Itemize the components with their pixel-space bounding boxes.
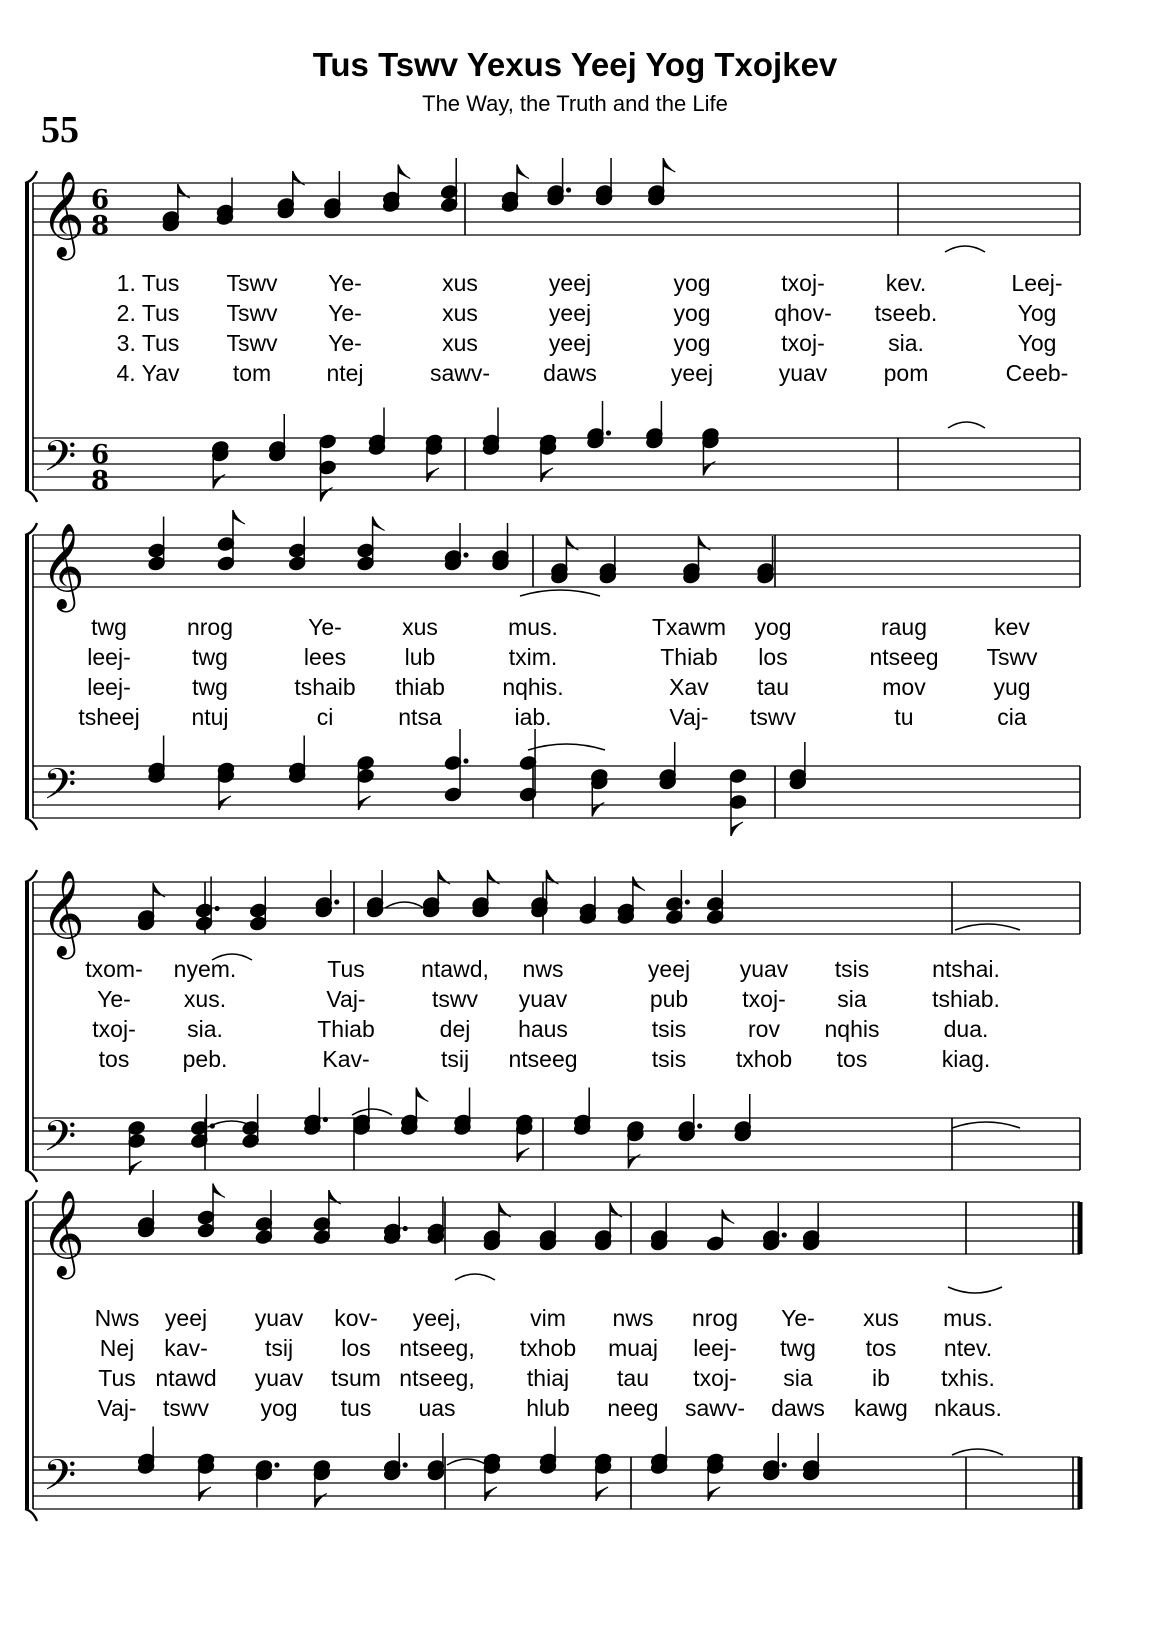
note-flag	[416, 1088, 428, 1102]
note-flag	[130, 1161, 142, 1175]
lyric-syllable: yog	[260, 1395, 298, 1421]
lyric-syllable: tswv	[750, 704, 796, 730]
lyric-syllable: yeej	[548, 270, 592, 296]
lyric-syllable: Tus	[98, 1365, 136, 1391]
tie	[952, 1449, 1003, 1455]
lyric-syllable: nyem.	[173, 956, 237, 982]
lyric-syllable: tsis	[651, 1046, 687, 1072]
lyric-syllable: 3. Tus	[116, 330, 180, 356]
tie	[385, 902, 424, 908]
lyric-syllable: kov-	[334, 1305, 378, 1331]
lyric-syllable: Tus	[327, 956, 365, 982]
lyric-syllable: Thiab	[660, 644, 718, 670]
lyric-syllable: Kav-	[322, 1046, 370, 1072]
lyric-syllable: txhob	[519, 1335, 577, 1361]
tie	[520, 590, 600, 596]
lyric-syllable: tos	[865, 1335, 897, 1361]
augmentation-dot	[463, 758, 468, 763]
lyric-syllable: kev	[994, 614, 1030, 640]
lyric-syllable: yuav	[254, 1365, 304, 1391]
lyric-syllable: Ye-	[328, 300, 362, 326]
note-flag	[731, 822, 743, 836]
system-bracket	[25, 818, 37, 830]
lyric-syllable: tau	[757, 674, 789, 700]
bass-clef: 𝄢	[43, 760, 77, 820]
lyric-syllable: txoj-	[781, 270, 825, 296]
lyric-syllable: mov	[882, 674, 926, 700]
lyric-syllable: nkaus.	[934, 1395, 1002, 1421]
lyric-syllable: lees	[303, 644, 347, 670]
lyric-syllable: ntej	[326, 360, 364, 386]
lyric-syllable: yog	[754, 614, 792, 640]
lyric-syllable: kev.	[885, 270, 927, 296]
augmentation-dot	[782, 1462, 787, 1467]
note-flag	[708, 1487, 720, 1501]
lyric-syllable: thiaj	[526, 1365, 570, 1391]
note-flag	[485, 1487, 497, 1501]
lyric-syllable: cia	[997, 704, 1027, 730]
lyric-syllable: nrog	[186, 614, 234, 640]
lyric-syllable: vim	[530, 1305, 566, 1331]
lyric-syllable: yuav	[518, 986, 568, 1012]
lyric-syllable: nws	[612, 1305, 654, 1331]
tie	[945, 246, 985, 252]
lyric-syllable: mus.	[508, 614, 558, 640]
tie	[447, 1459, 487, 1465]
note-flag	[373, 517, 385, 531]
note-flag	[199, 1487, 211, 1501]
lyric-syllable: daws	[771, 1395, 825, 1421]
augmentation-dot	[463, 552, 468, 557]
time-signature: 6	[91, 440, 110, 470]
lyric-syllable: Ye-	[328, 270, 362, 296]
lyric-syllable: lub	[404, 644, 436, 670]
lyric-syllable: tseeb.	[874, 300, 938, 326]
hymn-title: Tus Tswv Yexus Yeej Yog Txojkev	[312, 46, 838, 83]
lyric-syllable: twg	[780, 1335, 816, 1361]
lyric-syllable: thiab	[395, 674, 445, 700]
lyric-syllable: ntawd,	[421, 956, 489, 982]
lyric-syllable: yeej	[670, 360, 714, 386]
lyric-syllable: qhov-	[774, 300, 832, 326]
lyric-syllable: sawv-	[429, 360, 491, 386]
treble-clef: 𝄞	[41, 870, 85, 956]
lyric-syllable: Vaj-	[97, 1395, 137, 1421]
lyric-syllable: los	[758, 644, 788, 670]
note-flag	[517, 165, 529, 179]
lyric-syllable: xus.	[183, 986, 227, 1012]
lyric-syllable: tshiab.	[932, 986, 1000, 1012]
tie	[455, 1274, 495, 1280]
lyric-syllable: 1. Tus	[116, 270, 180, 296]
treble-clef: 𝄞	[41, 523, 85, 609]
lyric-syllable: Txawm	[651, 614, 727, 640]
lyric-syllable: txoj-	[693, 1365, 737, 1391]
lyric-syllable: tsum	[331, 1365, 381, 1391]
time-signature: 8	[91, 466, 110, 496]
lyric-syllable: yeej	[647, 956, 691, 982]
lyric-syllable: Vaj-	[326, 986, 366, 1012]
lyric-syllable: xus	[442, 330, 478, 356]
lyric-syllable: muaj	[608, 1335, 658, 1361]
lyric-syllable: Thiab	[317, 1016, 375, 1042]
lyric-syllable: Ceeb-	[1005, 360, 1069, 386]
lyric-syllable: rov	[748, 1016, 780, 1042]
lyric-syllable: peb.	[182, 1046, 228, 1072]
system-bracket	[25, 1190, 37, 1202]
augmentation-dot	[606, 430, 611, 435]
lyric-syllable: tswv	[163, 1395, 209, 1421]
lyric-syllable: 4. Yav	[116, 360, 180, 386]
lyric-syllable: raug	[880, 614, 928, 640]
treble-clef: 𝄞	[41, 1190, 85, 1276]
lyric-syllable: mus.	[943, 1305, 993, 1331]
lyric-syllable: nws	[522, 956, 564, 982]
tie	[948, 422, 985, 428]
lyric-syllable: tshaib	[294, 674, 356, 700]
lyric-syllable: twg	[192, 644, 228, 670]
lyric-syllable: tsis	[651, 1016, 687, 1042]
lyric-syllable: yug	[993, 674, 1031, 700]
lyric-syllable: Tswv	[226, 270, 278, 296]
lyric-syllable: ntawd	[155, 1365, 217, 1391]
lyric-syllable: iab.	[514, 704, 552, 730]
augmentation-dot	[566, 187, 571, 192]
lyric-syllable: Tswv	[986, 644, 1038, 670]
tie	[948, 1287, 1002, 1293]
lyric-syllable: ntshai.	[932, 956, 1000, 982]
lyric-syllable: txhis.	[941, 1365, 995, 1391]
lyric-syllable: Ye-	[328, 330, 362, 356]
lyric-syllable: txoj-	[742, 986, 786, 1012]
bass-clef: 𝄢	[43, 432, 77, 492]
augmentation-dot	[403, 1226, 408, 1231]
lyric-syllable: hlub	[526, 1395, 570, 1421]
lyric-syllable: nqhis	[824, 1016, 880, 1042]
augmentation-dot	[323, 1117, 328, 1122]
time-signature: 8	[91, 211, 110, 241]
lyric-syllable: Nws	[94, 1305, 140, 1331]
bass-clef: 𝄢	[43, 1112, 77, 1172]
lyric-syllable: Nej	[99, 1335, 135, 1361]
lyric-syllable: yog	[673, 270, 711, 296]
lyric-syllable: txom-	[85, 956, 143, 982]
system-bracket	[25, 1509, 37, 1521]
lyric-syllable: Ye-	[97, 986, 131, 1012]
lyric-syllable: txhob	[735, 1046, 793, 1072]
lyric-syllable: sia.	[187, 1016, 223, 1042]
lyric-syllable: yeej	[164, 1305, 208, 1331]
lyric-syllable: pub	[649, 986, 689, 1012]
system-bracket	[25, 870, 37, 882]
lyric-syllable: xus	[402, 614, 438, 640]
augmentation-dot	[403, 1462, 408, 1467]
lyric-syllable: daws	[543, 360, 597, 386]
augmentation-dot	[274, 1462, 279, 1467]
lyric-syllable: kiag.	[941, 1046, 991, 1072]
lyric-syllable: yuav	[778, 360, 828, 386]
note-flag	[398, 165, 410, 179]
tie	[528, 744, 605, 750]
lyric-syllable: dej	[439, 1016, 471, 1042]
lyric-syllable: tos	[836, 1046, 868, 1072]
hymn-subtitle: The Way, the Truth and the Life	[422, 91, 728, 116]
lyric-syllable: kav-	[164, 1335, 208, 1361]
note-flag	[233, 510, 245, 524]
lyric-syllable: sawv-	[684, 1395, 746, 1421]
lyric-syllable: pom	[883, 360, 929, 386]
lyric-syllable: Yog	[1017, 330, 1057, 356]
lyric-syllable: leej-	[87, 674, 131, 700]
lyric-syllable: ib	[872, 1365, 890, 1391]
lyric-syllable: Ye-	[781, 1305, 815, 1331]
note-flag	[517, 1148, 529, 1162]
system-bracket	[25, 1170, 37, 1182]
lyric-syllable: sia	[783, 1365, 813, 1391]
lyric-syllable: neeg	[607, 1395, 659, 1421]
treble-clef: 𝄞	[41, 171, 85, 257]
time-signature: 6	[91, 185, 110, 215]
lyric-syllable: twg	[192, 674, 228, 700]
lyric-syllable: uas	[418, 1395, 456, 1421]
tie	[352, 1109, 392, 1115]
lyric-syllable: dua.	[943, 1016, 989, 1042]
lyric-syllable: twg	[91, 614, 127, 640]
note-flag	[427, 468, 439, 482]
lyric-syllable: tsheej	[78, 704, 140, 730]
augmentation-dot	[697, 1123, 702, 1128]
lyric-syllable: ntseeg	[508, 1046, 578, 1072]
lyric-syllable: tus	[340, 1395, 372, 1421]
lyric-syllable: Tswv	[226, 330, 278, 356]
lyric-syllable: ntuj	[191, 704, 229, 730]
hymn-number: 55	[41, 109, 79, 151]
lyric-syllable: leej-	[693, 1335, 737, 1361]
lyric-syllable: xus	[863, 1305, 899, 1331]
lyric-syllable: Xav	[669, 674, 709, 700]
lyric-syllable: ntseeg,	[399, 1365, 475, 1391]
system-bracket	[25, 490, 37, 502]
lyric-syllable: Tswv	[226, 300, 278, 326]
lyric-syllable: tau	[617, 1365, 649, 1391]
lyric-syllable: txim.	[508, 644, 558, 670]
lyric-syllable: los	[341, 1335, 371, 1361]
system-bracket	[25, 523, 37, 535]
augmentation-dot	[685, 899, 690, 904]
lyric-syllable: yeej	[548, 330, 592, 356]
note-flag	[633, 877, 645, 891]
lyric-syllable: xus	[442, 300, 478, 326]
lyric-syllable: txoj-	[781, 330, 825, 356]
lyric-syllable: tsij	[440, 1046, 470, 1072]
bass-clef: 𝄢	[43, 1451, 77, 1511]
lyric-syllable: yog	[673, 300, 711, 326]
lyric-syllable: tsij	[264, 1335, 294, 1361]
lyric-syllable: 2. Tus	[116, 300, 180, 326]
lyric-syllable: Vaj-	[669, 704, 709, 730]
lyric-syllable: sia	[837, 986, 867, 1012]
lyric-syllable: nrog	[691, 1305, 739, 1331]
note-flag	[722, 1210, 734, 1224]
lyric-syllable: ci	[316, 704, 334, 730]
lyric-syllable: txoj-	[92, 1016, 136, 1042]
lyric-syllable: ntsa	[398, 704, 442, 730]
note-flag	[219, 796, 231, 810]
lyric-syllable: tom	[232, 360, 272, 386]
lyric-syllable: tswv	[432, 986, 478, 1012]
note-flag	[663, 158, 675, 172]
lyric-syllable: nqhis.	[502, 674, 564, 700]
note-flag	[596, 1487, 608, 1501]
lyric-syllable: xus	[442, 270, 478, 296]
note-flag	[213, 1184, 225, 1198]
lyric-syllable: Leej-	[1011, 270, 1063, 296]
note-flag	[359, 796, 371, 810]
lyric-syllable: tsis	[834, 956, 870, 982]
lyric-syllable: yuav	[254, 1305, 304, 1331]
system-bracket	[25, 171, 37, 183]
lyric-syllable: sia.	[888, 330, 924, 356]
lyric-syllable: ntev.	[943, 1335, 993, 1361]
lyric-syllable: yog	[673, 330, 711, 356]
lyric-syllable: leej-	[87, 644, 131, 670]
lyric-syllable: ntseeg	[869, 644, 939, 670]
lyric-syllable: yeej	[548, 300, 592, 326]
augmentation-dot	[215, 906, 220, 911]
tie	[955, 924, 1020, 930]
lyric-syllable: tos	[98, 1046, 130, 1072]
augmentation-dot	[334, 899, 339, 904]
augmentation-dot	[782, 1232, 787, 1237]
note-flag	[541, 468, 553, 482]
lyric-syllable: Ye-	[308, 614, 342, 640]
tie	[952, 1122, 1020, 1128]
lyric-syllable: haus	[518, 1016, 568, 1042]
lyric-syllable: tu	[894, 704, 914, 730]
lyric-syllable: Yog	[1017, 300, 1057, 326]
lyric-syllable: ntseeg,	[399, 1335, 475, 1361]
lyric-syllable: yeej,	[412, 1305, 462, 1331]
lyric-syllable: yuav	[739, 956, 789, 982]
lyric-syllable: kawg	[854, 1395, 908, 1421]
